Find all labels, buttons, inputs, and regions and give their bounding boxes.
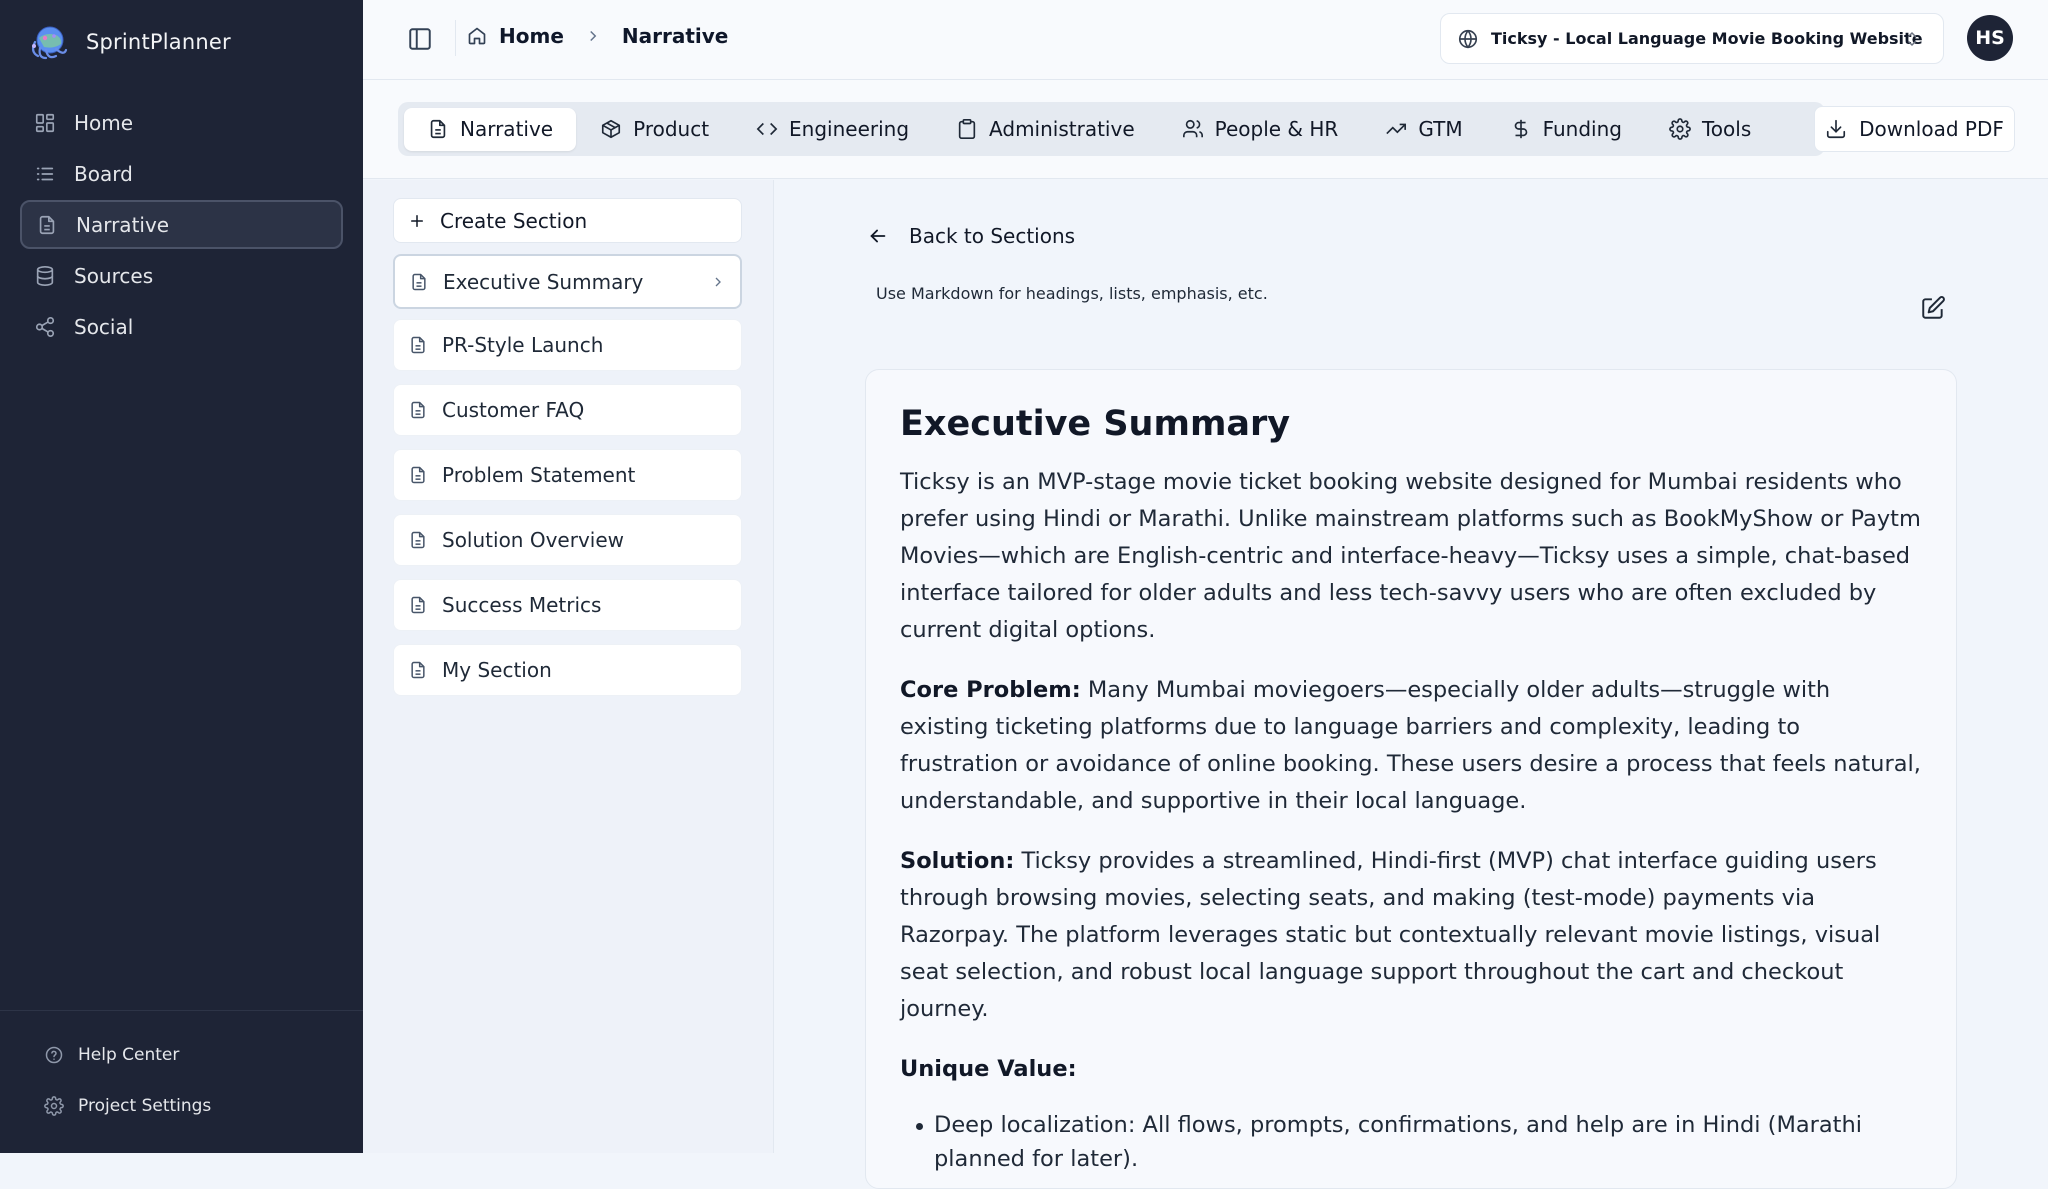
header-divider bbox=[455, 20, 456, 56]
sidebar-item-social[interactable] bbox=[20, 302, 343, 351]
breadcrumb bbox=[467, 24, 728, 48]
document-icon bbox=[408, 465, 428, 485]
home-grid-icon bbox=[34, 112, 56, 134]
sidebar-item-sources[interactable] bbox=[20, 251, 343, 300]
section-item-pr-style-launch[interactable] bbox=[393, 319, 742, 371]
sidebar-toggle-icon[interactable] bbox=[407, 26, 433, 52]
back-to-sections-button[interactable] bbox=[867, 224, 1075, 248]
document-preview bbox=[865, 369, 1957, 1189]
chevron-right-icon bbox=[584, 27, 602, 45]
core-problem-text: Many Mumbai moviegoers—especially older adults—struggle with existing ticketing platforms due to language barriers and complexity, leading to frustration or avoidance of online booking. These users desire a process that feels natural, understandable, and supportive in their local language. bbox=[900, 677, 1921, 814]
tab-people-hr[interactable] bbox=[1159, 108, 1362, 151]
section-item-success-metrics[interactable] bbox=[393, 579, 742, 631]
project-settings-label: Project Settings bbox=[78, 1095, 212, 1116]
document-icon bbox=[408, 400, 428, 420]
tab-label: People & HR bbox=[1214, 117, 1339, 141]
edit-icon[interactable] bbox=[1920, 295, 1946, 321]
list-item: Deep localization: All flows, prompts, confirmations, and help are in Hindi (Marathi planned for later). bbox=[920, 1108, 1922, 1176]
help-center-link[interactable] bbox=[0, 1029, 363, 1080]
breadcrumb-current: Narrative bbox=[621, 24, 729, 48]
solution-paragraph bbox=[900, 843, 1922, 1028]
tab-label: Administrative bbox=[989, 117, 1135, 141]
tab-funding[interactable] bbox=[1487, 108, 1645, 151]
section-item-label: Solution Overview bbox=[442, 528, 624, 552]
gear-icon bbox=[1669, 118, 1691, 140]
core-problem-label: Core Problem: bbox=[900, 677, 1081, 703]
tab-engineering[interactable] bbox=[733, 108, 932, 151]
users-icon bbox=[1182, 118, 1204, 140]
arrow-left-icon bbox=[867, 225, 889, 247]
brand[interactable] bbox=[26, 22, 231, 62]
sidebar-item-label: Home bbox=[74, 110, 134, 135]
section-item-label: Problem Statement bbox=[442, 463, 636, 487]
download-pdf-button[interactable] bbox=[1814, 106, 2015, 152]
home-icon bbox=[467, 26, 487, 46]
tab-bar bbox=[363, 80, 2048, 179]
section-item-customer-faq[interactable] bbox=[393, 384, 742, 436]
tab-tools[interactable] bbox=[1646, 108, 1774, 151]
app-name: SprintPlanner bbox=[86, 30, 231, 54]
chevrons-up-down-icon bbox=[1903, 30, 1921, 48]
sidebar-item-label: Social bbox=[74, 314, 134, 339]
section-item-label: My Section bbox=[442, 658, 552, 682]
section-item-label: PR-Style Launch bbox=[442, 333, 604, 357]
intro-paragraph: Ticksy is an MVP-stage movie ticket booking website designed for Mumbai residents who prefer using Hindi or Marathi. Unlike mainstream platforms such as BookMyShow or Paytm Movies—which are English-centric and interface-heavy—Ticksy uses a simple, chat-based interface tailored for older adults and less tech-savvy users who are often excluded by current digital options. bbox=[900, 469, 1921, 643]
tab-gtm[interactable] bbox=[1362, 108, 1485, 151]
download-icon bbox=[1825, 118, 1847, 140]
markdown-hint: Use Markdown for headings, lists, emphasis, etc. bbox=[876, 284, 1268, 303]
globe-icon bbox=[1457, 28, 1479, 50]
project-selector[interactable] bbox=[1440, 13, 1944, 64]
section-item-label: Executive Summary bbox=[443, 269, 644, 294]
create-section-button[interactable] bbox=[393, 198, 742, 243]
dollar-icon bbox=[1510, 118, 1532, 140]
solution-label: Solution: bbox=[900, 848, 1015, 874]
breadcrumb-home-label: Home bbox=[499, 24, 564, 48]
document-icon bbox=[409, 272, 429, 292]
document-icon bbox=[408, 595, 428, 615]
tab-product[interactable] bbox=[577, 108, 732, 151]
sprintplanner-logo-icon bbox=[26, 22, 70, 62]
tab-label: Funding bbox=[1542, 117, 1622, 141]
tab-narrative[interactable] bbox=[404, 108, 576, 151]
trending-up-icon bbox=[1385, 118, 1407, 140]
top-header bbox=[363, 0, 2048, 80]
plus-icon bbox=[408, 212, 426, 230]
help-center-label: Help Center bbox=[78, 1044, 180, 1065]
sidebar-footer bbox=[0, 1010, 363, 1131]
download-pdf-label: Download PDF bbox=[1859, 117, 2004, 141]
tab-label: Engineering bbox=[789, 117, 910, 141]
section-item-problem-statement[interactable] bbox=[393, 449, 742, 501]
sidebar-item-home[interactable] bbox=[20, 98, 343, 147]
gear-icon bbox=[44, 1096, 64, 1116]
help-icon bbox=[44, 1045, 64, 1065]
sidebar-item-label: Board bbox=[74, 161, 133, 186]
sections-panel bbox=[363, 180, 774, 1153]
core-problem-paragraph bbox=[900, 672, 1922, 820]
code-icon bbox=[756, 118, 778, 140]
sidebar-item-label: Sources bbox=[74, 263, 154, 288]
unique-value-list bbox=[900, 1108, 1922, 1176]
clipboard-icon bbox=[956, 118, 978, 140]
sidebar-item-narrative[interactable] bbox=[20, 200, 343, 249]
share-icon bbox=[34, 316, 56, 338]
document-icon bbox=[408, 530, 428, 550]
sidebar bbox=[0, 0, 363, 1153]
tab-label: Tools bbox=[1701, 117, 1752, 141]
breadcrumb-home[interactable] bbox=[467, 24, 564, 48]
document-icon bbox=[36, 214, 58, 236]
sidebar-nav bbox=[20, 98, 343, 353]
sidebar-item-label: Narrative bbox=[76, 212, 170, 237]
create-section-label: Create Section bbox=[440, 208, 588, 233]
section-list bbox=[393, 254, 742, 709]
project-settings-link[interactable] bbox=[0, 1080, 363, 1131]
project-name: Ticksy - Local Language Movie Booking Website bbox=[1491, 29, 1923, 48]
avatar[interactable]: HS bbox=[1967, 15, 2013, 61]
tab-label: GTM bbox=[1418, 117, 1463, 141]
tab-label: Product bbox=[633, 117, 710, 141]
sidebar-item-board[interactable] bbox=[20, 149, 343, 198]
list-icon bbox=[34, 163, 56, 185]
tabs bbox=[398, 102, 1825, 156]
section-item-label: Success Metrics bbox=[442, 593, 602, 617]
section-item-my-section[interactable] bbox=[393, 644, 742, 696]
section-item-label: Customer FAQ bbox=[442, 398, 585, 422]
document-icon bbox=[408, 335, 428, 355]
tab-administrative[interactable] bbox=[933, 108, 1158, 151]
database-icon bbox=[34, 265, 56, 287]
document-icon bbox=[427, 118, 449, 140]
unique-value-heading: Unique Value: bbox=[900, 1056, 1077, 1082]
solution-text: Ticksy provides a streamlined, Hindi-first (MVP) chat interface guiding users through browsing movies, selecting seats, and making (test-mode) payments via Razorpay. The platform leverages static but contextually relevant movie listings, visual seat selection, and robust local language support throughout the cart and checkout journey. bbox=[900, 848, 1881, 1022]
document-title: Executive Summary bbox=[900, 404, 1291, 444]
main-content bbox=[775, 180, 2048, 1172]
document-icon bbox=[408, 660, 428, 680]
box-icon bbox=[600, 118, 622, 140]
back-to-sections-label: Back to Sections bbox=[909, 224, 1076, 248]
section-item-executive-summary[interactable] bbox=[393, 254, 742, 309]
chevron-right-icon bbox=[710, 274, 726, 290]
section-item-solution-overview[interactable] bbox=[393, 514, 742, 566]
tab-label: Narrative bbox=[460, 117, 554, 141]
